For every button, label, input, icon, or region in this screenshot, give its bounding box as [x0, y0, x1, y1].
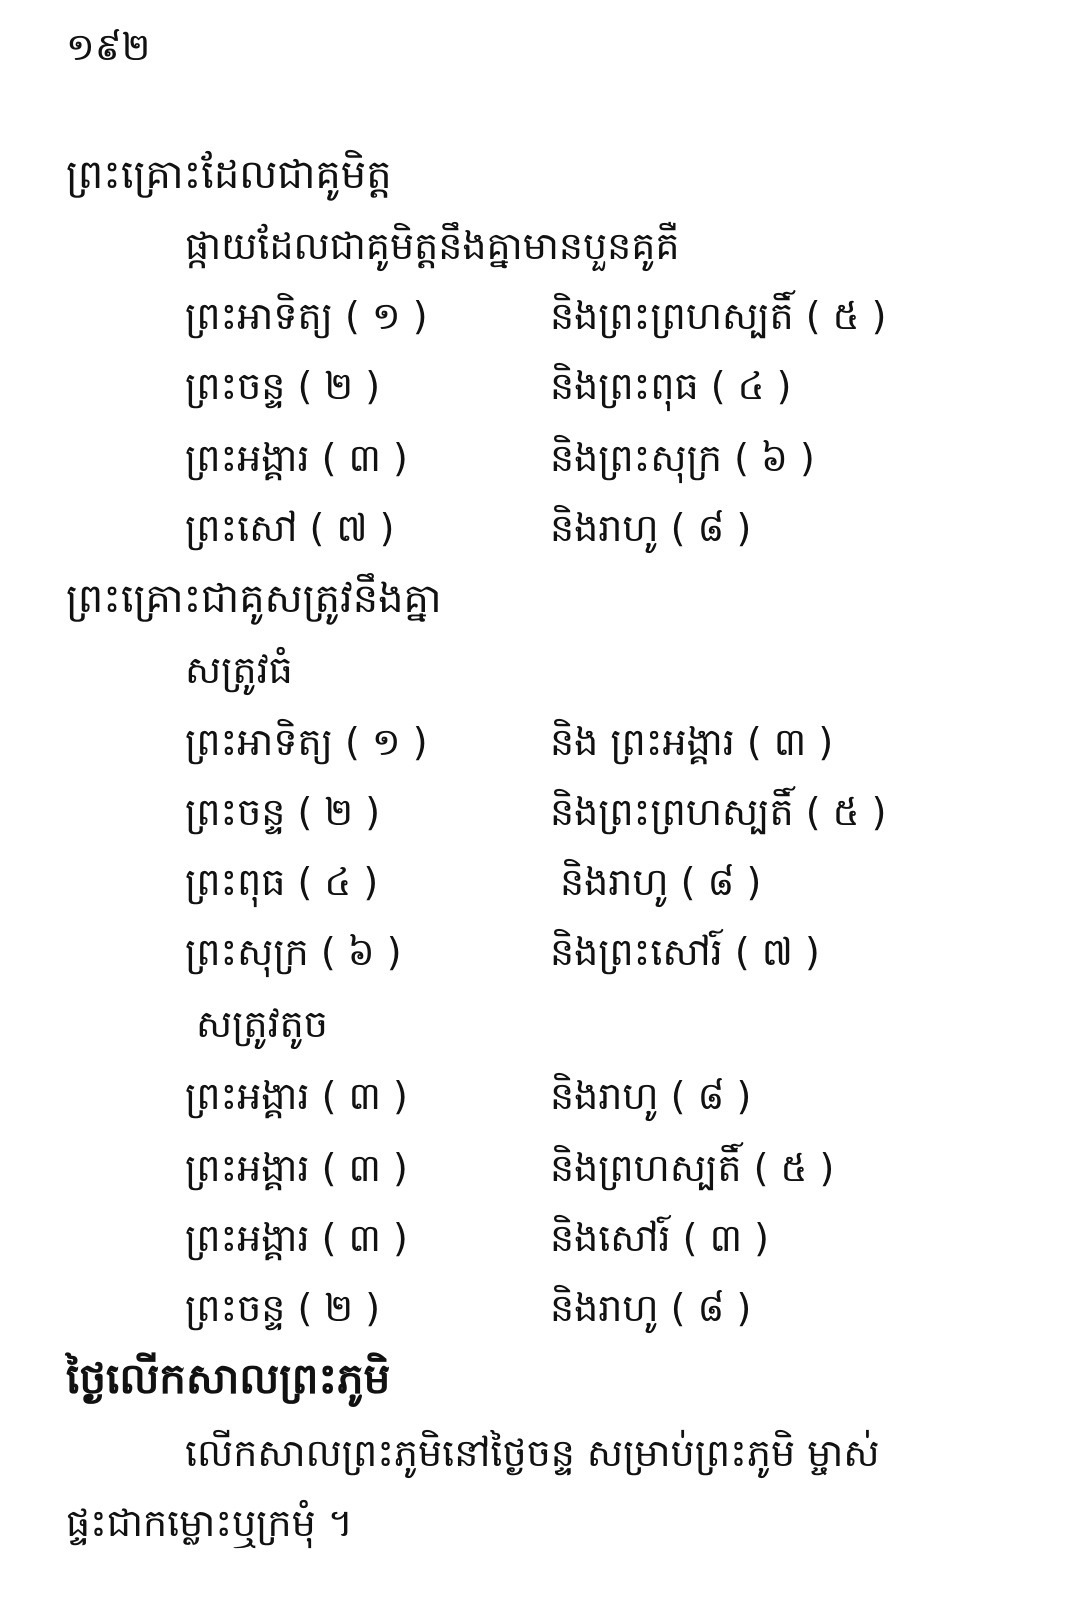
- friend-pair-row: [185, 498, 1045, 558]
- minor-enemy-pair-row: [185, 1278, 1045, 1338]
- pair-left: ព្រះចន្ទ ( ២ ): [185, 790, 381, 834]
- pair-right: និងរាហូ ( ៨ ): [550, 1074, 752, 1118]
- ceremony-paragraph-line2: ផ្ទះជាកម្លោះឬក្រមុំ ។: [66, 1501, 353, 1545]
- section-friends-intro: ផ្កាយដែលជាគូមិត្តនឹងគ្នាមានបួនគូគឺ: [185, 224, 680, 268]
- friend-pair-row: [185, 428, 1045, 488]
- section-ceremony-title: ថ្ងៃលើកសាលព្រះភូមិ: [66, 1354, 391, 1403]
- pair-right: និងព្រះសៅរ៍ ( ៧ ): [550, 930, 820, 974]
- minor-enemy-pair-row: [185, 1138, 1045, 1198]
- pair-left: ព្រះចន្ទ ( ២ ): [185, 1286, 381, 1330]
- major-enemy-pair-row: [185, 922, 1045, 982]
- major-enemies-label: សត្រូវធំ: [185, 648, 293, 692]
- pair-left: ព្រះអង្គារ ( ៣ ): [185, 1216, 408, 1260]
- pair-right: និងព្រះសុក្រ ( ៦ ): [550, 436, 815, 480]
- section-enemies-title: ព្រះគ្រោះជាគូសត្រូវនឹងគ្នា: [66, 576, 442, 622]
- minor-enemies-label: សត្រូវតូច: [196, 1002, 328, 1046]
- pair-right: និងរាហូ ( ៨ ): [550, 1286, 752, 1330]
- minor-enemy-pair-row: [185, 1208, 1045, 1268]
- minor-enemy-pair-row: [185, 1066, 1045, 1126]
- pair-right: និងព្រះពុធ ( ៤ ): [550, 364, 792, 408]
- pair-left: ព្រះចន្ទ ( ២ ): [185, 364, 381, 408]
- pair-left: ព្រះអង្គារ ( ៣ ): [185, 436, 408, 480]
- pair-left: ព្រះអង្គារ ( ៣ ): [185, 1074, 408, 1118]
- section-friends-title: ព្រះគ្រោះដែលជាគូមិត្ត: [66, 152, 392, 198]
- friend-pair-row: [185, 286, 1045, 346]
- pair-right: និងសៅរ៍ ( ៣ ): [550, 1216, 769, 1260]
- pair-left: ព្រះពុធ ( ៤ ): [185, 860, 379, 904]
- pair-right: និងរាហូ ( ៨ ): [560, 860, 762, 904]
- pair-right: និងព្រះព្រហស្បតិ៍ ( ៥ ): [550, 790, 887, 834]
- pair-left: ព្រះអង្គារ ( ៣ ): [185, 1146, 408, 1190]
- pair-left: ព្រះអាទិត្យ ( ១ ): [185, 294, 428, 338]
- page-number: ១៩២: [66, 25, 151, 69]
- major-enemy-pair-row: [185, 852, 1045, 912]
- pair-left: ព្រះសុក្រ ( ៦ ): [185, 930, 402, 974]
- pair-left: ព្រះអាទិត្យ ( ១ ): [185, 720, 428, 764]
- pair-right: និង ព្រះអង្គារ ( ៣ ): [550, 720, 834, 764]
- major-enemy-pair-row: [185, 782, 1045, 842]
- major-enemy-pair-row: [185, 712, 1045, 772]
- pair-right: និងរាហូ ( ៨ ): [550, 506, 752, 550]
- pair-right: និងព្រះព្រហស្បតិ៍ ( ៥ ): [550, 294, 887, 338]
- pair-right: និងព្រហស្បតិ៍ ( ៥ ): [550, 1146, 835, 1190]
- ceremony-paragraph-line1: លើកសាលព្រះភូមិនៅថ្ងៃចន្ទ សម្រាប់ព្រះភូមិ ម្ចាស់: [185, 1431, 880, 1475]
- pair-left: ព្រះសៅ ( ៧ ): [185, 506, 395, 550]
- friend-pair-row: [185, 356, 1045, 416]
